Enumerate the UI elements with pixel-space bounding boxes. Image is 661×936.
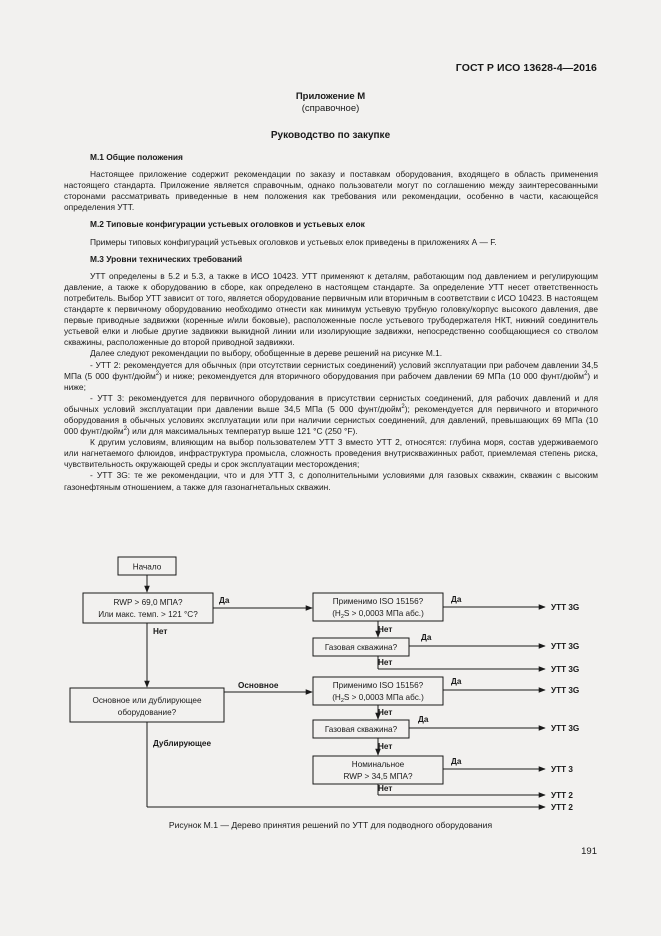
gas2-yes-label: Да	[418, 715, 429, 724]
figure-caption: Рисунок М.1 — Дерево принятия решений по УТТ для подводного оборудования	[168, 820, 493, 830]
outcome-utt3g-2: УТТ 3G	[551, 642, 580, 651]
section-m2-paragraph: Примеры типовых конфигураций устьевых оголовков и устьевых елок приведены в приложениях А — F.	[90, 236, 497, 247]
section-m1-heading: М.1 Общие положения	[90, 152, 183, 162]
section-m1-paragraph: Настоящее приложение содержит рекомендации по заказу и поставкам оборудования, входящего в область применения настоящего стандарта. Приложение является справочным, однако пользователи могут по соглашению между заинтересованными сторонами рассматривать приведенные в нем положения как требования или рекомендации, особенно в части, касающейся определения УТТ.	[64, 169, 598, 213]
backup-branch-label: Дублирующее	[153, 739, 212, 748]
main-question-line-2: оборудование?	[117, 708, 177, 717]
iso2-line-1: Применимо ISO 15156?	[332, 681, 424, 690]
annex-title: Приложение М	[295, 91, 366, 102]
nominal-no-label: Нет	[378, 784, 393, 793]
section-m2-heading: М.2 Типовые конфигурации устьевых оголовков и устьевых елок	[90, 219, 365, 230]
iso2-yes-label: Да	[451, 677, 462, 686]
rwp-question-line-1: RWP > 69,0 МПА?	[113, 598, 183, 607]
nominal-line-1: Номинальное	[351, 760, 405, 769]
page-number: 191	[581, 846, 597, 857]
section-m3-item-utt2: - УТТ 2: рекомендуется для обычных (при отсутствии сернистых соединений) условий эксплуатации при рабочем давлении 34,5 МПа (5 000 фунт/дюйм$^2$) и ниже; рекомендуется для вторичного оборудования при рабочем давлении 69 МПа (10 000 фунт/дюйм$^2$) и ниже;	[64, 359, 598, 392]
document-title: Руководство по закупке	[270, 130, 391, 141]
gas2-no-label: Нет	[378, 742, 393, 751]
rwp-question-line-2: Или макс. темп. > 121 °С?	[98, 610, 198, 619]
section-m3-paragraph-2: Далее следуют рекомендации по выбору, обобщенные в дереве решений на рисунке М.1.	[90, 348, 443, 359]
outcome-utt3g-4: УТТ 3G	[551, 686, 580, 695]
start-label: Начало	[132, 562, 162, 572]
section-m3-paragraph-other: К другим условиям, влияющим на выбор пользователем УТТ 3 вместо УТТ 2, относятся: глубина моря, состав удерживаемого или нагнетаемого флюидов, инфраструктура промысла, сложность проведения внутрискважинных работ, приемлемая степень риска, чувствительность окружающей среды и срок эксплуатации месторождения;	[64, 437, 598, 470]
gas2-label: Газовая скважина?	[324, 725, 398, 734]
outcome-utt2-1: УТТ 2	[551, 791, 573, 800]
standard-header: ГОСТ Р ИСО 13628-4—2016	[455, 62, 597, 74]
section-m3-paragraph-1: УТТ определены в 5.2 и 5.3, а также в ИСО 10423. УТТ применяют к деталям, работающим под давлением и регулирующим давление, а также к оборудованию в сборе, как определено в настоящем стандарте. За определение УТТ несет ответственность потребитель. Выбор УТТ зависит от того, является оборудование первичным или вторичным в соответствии с ИСО 10423. В настоящем стандарте к первичному оборудованию необходимо отнести как минимум устьевую трубную головку/корпус высокого давления, две первые приводные задвижки (коренные и/или боковые), расположенные после устьевого трубодержателя НКТ, нижний соединитель устьевой елки и любые другие задвижки выкидной линии или изолирующие задвижки, непосредственно сообщающиеся со стволом скважины, расположенные до второй приводной задвижки.	[64, 270, 598, 348]
gas1-label: Газовая скважина?	[324, 643, 398, 652]
main-branch-label: Основное	[238, 681, 279, 690]
section-m3-item-utt3g: - УТТ 3G: те же рекомендации, что и для УТТ 3, с дополнительными условиями для газовых скважин, скважин с высоким газонефтяным отношением, а также для газонагнетальных скважин.	[64, 470, 598, 492]
outcome-utt2-2: УТТ 2	[551, 803, 573, 812]
section-m3-item-utt3: - УТТ 3: рекомендуется для первичного оборудования в присутствии сернистых соединений, для рабочих давлений и для обычных условий эксплуатации при давлении выше 34,5 МПа (5 000 фунт/дюйм$^2$); рекомендуется для первичного и вторичного оборудования в обычных условиях эксплуатации или при наличии сернистых соединений, для давлений, превышающих 69 МПа (10 000 фунт/дюйм$^2$) или для максимальных температур выше 121 °С (250 °F).	[64, 392, 598, 437]
rwp-no-label: Нет	[153, 627, 168, 636]
iso1-no-label: Нет	[378, 625, 393, 634]
outcome-utt3g-5: УТТ 3G	[551, 724, 580, 733]
section-m3-heading: М.3 Уровни технических требований	[90, 253, 243, 264]
annex-subtitle: (справочное)	[301, 103, 360, 114]
iso1-yes-label: Да	[451, 595, 462, 604]
rwp-yes-label: Да	[219, 596, 230, 605]
nominal-line-2: RWP > 34,5 МПА?	[343, 772, 413, 781]
iso2-no-label: Нет	[378, 708, 393, 717]
nominal-yes-label: Да	[451, 757, 462, 766]
iso2-line-2: ($H_2S > 0,0003$ МПа абс.)	[332, 693, 424, 704]
outcome-utt3g-1: УТТ 3G	[551, 603, 580, 612]
main-question-line-1: Основное или дублирующее	[92, 696, 202, 705]
gas1-no-label: Нет	[378, 658, 393, 667]
outcome-utt3g-3: УТТ 3G	[551, 665, 580, 674]
gas1-yes-label: Да	[421, 633, 432, 642]
outcome-utt3: УТТ 3	[551, 765, 573, 774]
iso1-line-1: Применимо ISO 15156?	[332, 597, 424, 606]
iso1-line-2: ($H_2S > 0,0003$ МПа абс.)	[332, 609, 424, 620]
